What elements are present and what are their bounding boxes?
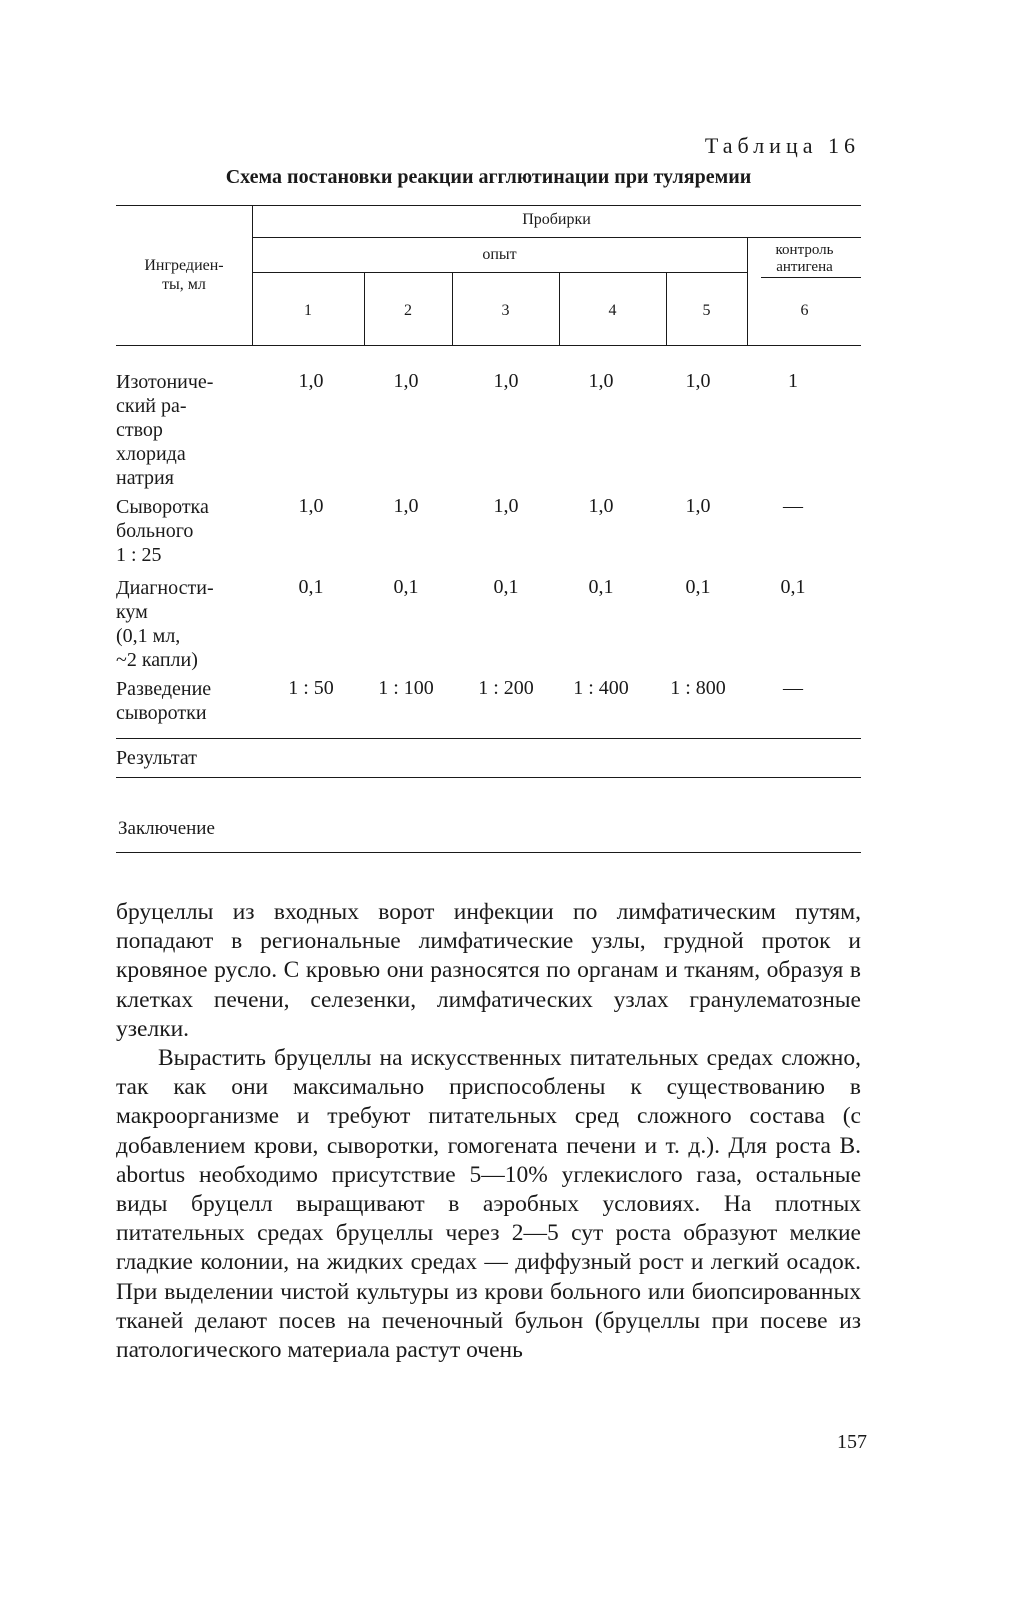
tube-number-6: 6 [800, 302, 809, 319]
experiment-header: опыт [482, 246, 517, 263]
tubes-header: Пробирки [522, 211, 591, 228]
experiment-header-rule [252, 272, 747, 273]
table-title: Схема постановки реакции агглютинации при туляремии [225, 166, 752, 188]
tube-number-1: 1 [304, 302, 312, 319]
result-top-rule [116, 738, 861, 739]
table-cell: 1,0 [685, 370, 711, 392]
tube-number-3: 3 [501, 302, 510, 319]
table-cell: 1 : 200 [478, 677, 534, 699]
table-cell: 1 : 50 [288, 677, 334, 699]
table-cell: 0,1 [685, 576, 711, 598]
tube-number-2: 2 [404, 302, 412, 319]
table-bottom-rule [116, 852, 861, 853]
table-cell: — [783, 495, 803, 517]
table-cell: 1,0 [493, 495, 519, 517]
table-top-rule [116, 205, 861, 206]
row-label-saline: Изотониче- ский ра- створ хлорида натрия [116, 371, 214, 489]
paragraph: Вырастить бруцеллы на искусственных питательных средах сложно, так как они максимально приспособлены к существованию в макроорганизме и требуют питательных сред сложного состава (с добавлением крови, сыворотки, гомогената печени и т. д.). Для роста B. abortus необходимо присутствие 5—10% углекислого газа, остальные виды бруцелл выращивают в аэробных условиях. На плотных питательных средах бруцеллы через 2—5 сут роста образуют мелкие гладкие колонии, на жидких средах — диффузный рост и легкий осадок. При выделении чистой культуры из крови больного или биопсированных тканей делают посев на печеночный бульон (бруцеллы при посеве из патологического материала растут очень [116, 1045, 861, 1364]
tube-number-4: 4 [608, 302, 617, 319]
row-label-serum: Сыворотка больного 1 : 25 [116, 496, 209, 566]
table-cell: 0,1 [493, 576, 519, 598]
tube-number-5: 5 [702, 302, 711, 319]
table-cell: 1,0 [298, 370, 324, 392]
table-cell: 0,1 [780, 576, 806, 598]
agglutination-table [116, 205, 861, 855]
table-cell: 1,0 [588, 495, 614, 517]
header-bottom-rule [116, 345, 861, 346]
page-number: 157 [837, 1431, 867, 1453]
table-cell: 1 : 100 [378, 677, 434, 699]
table-cell: 0,1 [588, 576, 614, 598]
table-cell: 1,0 [493, 370, 519, 392]
table-cell: 0,1 [298, 576, 324, 598]
table-cell: 0,1 [393, 576, 419, 598]
table-cell: 1,0 [298, 495, 324, 517]
row-label-dilution: Разведение сыворотки [116, 678, 212, 724]
tubes-header-rule [252, 237, 861, 238]
table-cell: 1 : 400 [573, 677, 629, 699]
row-label-diagnosticum: Диагности- кум (0,1 мл, ~2 капли) [116, 577, 214, 671]
table-cell: 1,0 [393, 495, 419, 517]
ingredients-header: Ингредиен- ты, мл [144, 257, 224, 293]
table-cell: 1 : 800 [670, 677, 726, 699]
paragraph: бруцеллы из входных ворот инфекции по лимфатическим путям, попадают в региональные лимфатические узлы, грудной проток и кровяное русло. С кровью они разносятся по органам и тканям, образуя в клетках печени, селезенки, лимфатических узлах гранулематозные узелки. [116, 899, 861, 1042]
table-cell: — [783, 677, 803, 699]
control-header-rule [761, 277, 861, 278]
control-header: контроль антигена [775, 242, 834, 275]
result-bottom-rule [116, 777, 861, 778]
table-cell: 1 [788, 370, 798, 392]
conclusion-label: Заключение [118, 818, 215, 839]
table-cell: 1,0 [393, 370, 419, 392]
table-caption: Таблица 16 [704, 133, 860, 158]
result-label: Результат [116, 747, 198, 769]
table-cell: 1,0 [685, 495, 711, 517]
table-cell: 1,0 [588, 370, 614, 392]
body-text [116, 898, 861, 1365]
